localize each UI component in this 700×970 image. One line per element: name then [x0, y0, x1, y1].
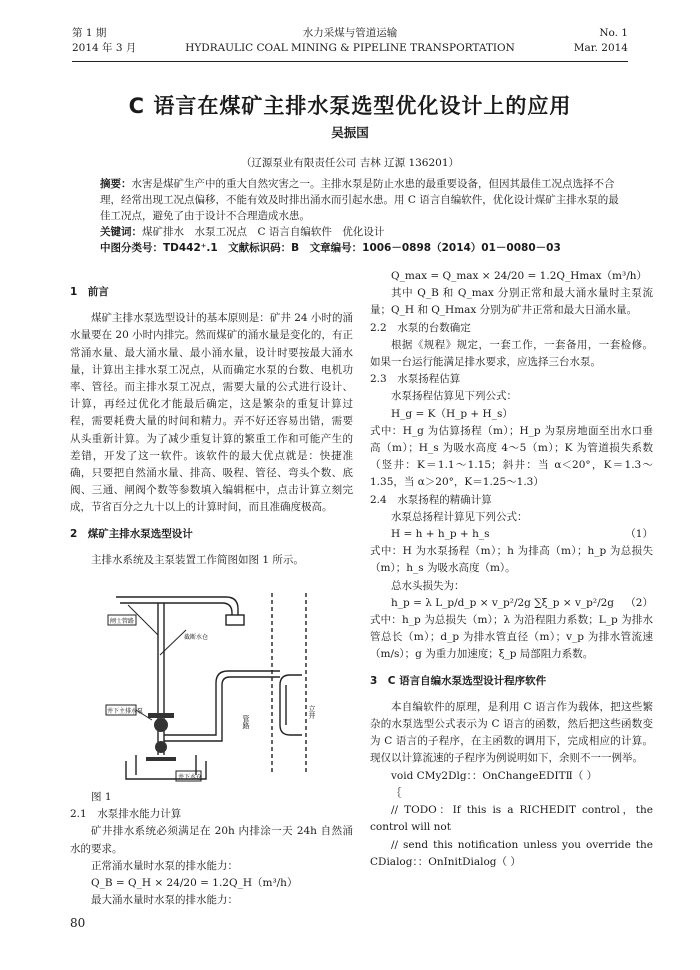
section-2-3-paragraph-2: 式中：H_g 为估算扬程（m）；H_p 为泵房地面至出水口垂高（m）；H_s 为吸水高度 4～5（m）；K 为管道损失系数（竖井：K＝1.1～1.15；斜井：当 α＜20°，K＝1.3～1.35，当 α＞20°，K＝1.25～1.3） [370, 424, 653, 489]
code-line-4: // send this notification unless you override the CDialog：：OnInitDialog（ ） [370, 838, 653, 868]
equation-2-number: （2） [625, 596, 653, 609]
section-2-3-paragraph-1: 水泵扬程估算见下列公式： [391, 390, 517, 403]
code-line-3: // TODO：If this is a RICHEDIT control，the control will not [370, 804, 653, 834]
figure-1 [76, 575, 346, 785]
equation-2 [370, 595, 653, 612]
equation-max-flow: Q_max = Q_max × 24/20 = 1.2Q_Hmax（m³/h） [391, 270, 647, 282]
header-issue-no: 第 1 期 [72, 27, 107, 39]
section-2-4-paragraph-1: 水泵总扬程计算见下列公式： [391, 510, 528, 523]
equation-1-number: （1） [625, 528, 653, 541]
abstract-text: 水害是煤矿生产中的重大自然灾害之一。主排水泵是防止水患的最重要设备，但因其最佳工况点选择不合理，经常出现工况点偏移，不能有效及时排出涌水而引起水患。用 C 语言自编软件，优化设计煤矿主排水泵的最佳工况点，避免了由于设计不合理造成水患。 [100, 178, 619, 222]
header-no-en: No. 1 [599, 27, 628, 39]
section-2-title: 2 煤矿主排水泵选型设计 [70, 527, 193, 540]
pump-system-diagram [76, 575, 346, 785]
section-2-1-title: 2.1 水泵排水能力计算 [70, 808, 182, 821]
abstract-label: 摘要： [100, 178, 132, 190]
paper-affiliation: （辽源泵业有限责任公司 吉林 辽源 136201） [240, 157, 460, 169]
header-date-en: Mar. 2014 [573, 42, 628, 54]
section-2-1-paragraph-2: 正常涌水量时水泵的排水能力： [91, 859, 238, 872]
paper-title: C 语言在煤矿主排水泵选型优化设计上的应用 [128, 94, 572, 118]
code-line-2: ｛ [391, 786, 402, 799]
section-1-title: 1 前言 [70, 286, 109, 298]
fig-label-water-tank: 井下水仓 [178, 774, 203, 782]
section-2-1-paragraph-3: 最大涌水量时水泵的排水能力： [91, 894, 238, 907]
abstract-block [100, 176, 620, 256]
section-2-4-paragraph-4: 式中：h_p 为总损失（m）；λ 为沿程阻力系数；L_p 为排水管总长（m）；d_p 为排水管直径（m）；v_p 为排水管流速（m/s）；g 为重力加速度；ξ_p 局部阻力系数。 [370, 614, 653, 661]
header-number [574, 26, 628, 56]
classification-line [100, 240, 620, 256]
page-number: 80 [70, 916, 86, 930]
figure-1-caption: 图 1 [91, 791, 112, 804]
keywords-text: 煤矿排水 水泵工况点 C 语言自编软件 优化设计 [142, 226, 385, 238]
equation-normal-flow: Q_B = Q_H × 24/20 = 1.2Q_H（m³/h） [91, 877, 298, 890]
fig-label-pump: 井下主排水泵 [107, 708, 144, 716]
abstract [100, 176, 620, 224]
running-header [72, 26, 628, 60]
right-column [370, 268, 653, 871]
section-2-4-title: 2.4 水泵扬程的精确计算 [370, 493, 492, 506]
where-clause-flow: 其中 Q_B 和 Q_max 分别正常和最大涌水量时主泵流量；Q_H 和 Q_Hmax 分别为矿井正常和最大日涌水量。 [370, 287, 653, 317]
section-1-paragraph: 煤矿主排水泵选型设计的基本原则是：矿井 24 小时的涌水量要在 20 小时内排完。然而煤矿的涌水量是变化的，有正常涌水量、最大涌水量、最小涌水量，设计时要按最大涌水量，计算出主排水泵工况点，从而确定水泵的台数、电机功率、管径。而主排水泵工况点，需要大量的公式进行设计、计算，再经过优化才能最后确定，这是繁杂的重复计算过程，需要耗费大量的时间和精力。弄不好还容易出错，需要从头重新计算。为了减少重复计算的繁重工作和可能产生的差错，开发了这一软件。该软件的最大优点就是：快捷准确，只要把自然涌水量、排高、吸程、管径、弯头个数、底阀、三通、闸阀个数等参数填入编辑框中，点击计算立刻完成，节省百分之九十以上的计算时间，而且准确度极高。 [70, 312, 353, 514]
code-line-1: void CMy2Dlg：：OnChangeEDITⅡ（ ） [391, 769, 598, 782]
section-2-paragraph: 主排水系统及主泵装置工作简图如图 1 所示。 [91, 553, 304, 566]
section-3-paragraph: 本自编软件的原理，是利用 C 语言作为载体，把这些繁杂的水泵选型公式表示为 C 语言的函数，然后把这些函数变为 C 语言的子程序，在主函数的调用下，完成相应的计算。现仅以计算流速的子程序为例说明如下，余则不一一例举。 [370, 700, 653, 765]
journal-name-en: HYDRAULIC COAL MINING & PIPELINE TRANSPORTATION [185, 42, 515, 54]
fig-label-sump: 截断水仓 [184, 634, 209, 642]
fig-label-shaft: 立井 [308, 705, 316, 720]
header-journal [72, 26, 628, 56]
equation-head-estimate: H_g = K（H_p + H_s） [391, 407, 513, 420]
keywords [100, 224, 620, 240]
equation-1 [370, 526, 653, 543]
header-rule [72, 61, 628, 62]
fig-label-pipeline: 管路 [242, 715, 250, 730]
section-2-2-title: 2.2 水泵的台数确定 [370, 321, 471, 334]
section-2-1-paragraph-1: 矿井排水系统必须满足在 20h 内排涂一天 24h 自然涌水的要求。 [70, 825, 353, 855]
fig-label-pipe: 闸士管路 [110, 618, 135, 626]
equation-2-body: h_p = λ L_p/d_p × v_p²/2g ∑ξ_p × v_p²/2g [391, 596, 615, 609]
section-3-title: 3 C 语言自编水泵选型设计程序软件 [370, 674, 547, 687]
journal-name-cn: 水力采煤与管道运输 [302, 27, 398, 39]
keywords-label: 关键词： [100, 226, 142, 238]
classification-text: 中图分类号：TD442⁺.1 文献标识码：B 文章编号：1006－0898（2014）01－0080－03 [100, 242, 561, 254]
paper-author: 吴振国 [331, 125, 369, 140]
section-2-3-title: 2.3 水泵扬程估算 [370, 373, 461, 386]
section-2-2-paragraph: 根据《规程》规定，一套工作，一套备用，一套检修。如果一台运行能满足排水要求，应选择三台水泵。 [370, 338, 653, 369]
section-2-4-paragraph-2: 式中：H 为水泵扬程（m）；h 为排高（m）；h_p 为总损失（m）；h_s 为吸水高度（m）。 [370, 545, 653, 575]
header-issue-date: 2014 年 3 月 [72, 42, 137, 54]
left-column [70, 275, 353, 909]
section-2-4-paragraph-3: 总水头损失为： [391, 579, 465, 592]
equation-1-body: H = h + h_p + h_s [391, 528, 490, 541]
